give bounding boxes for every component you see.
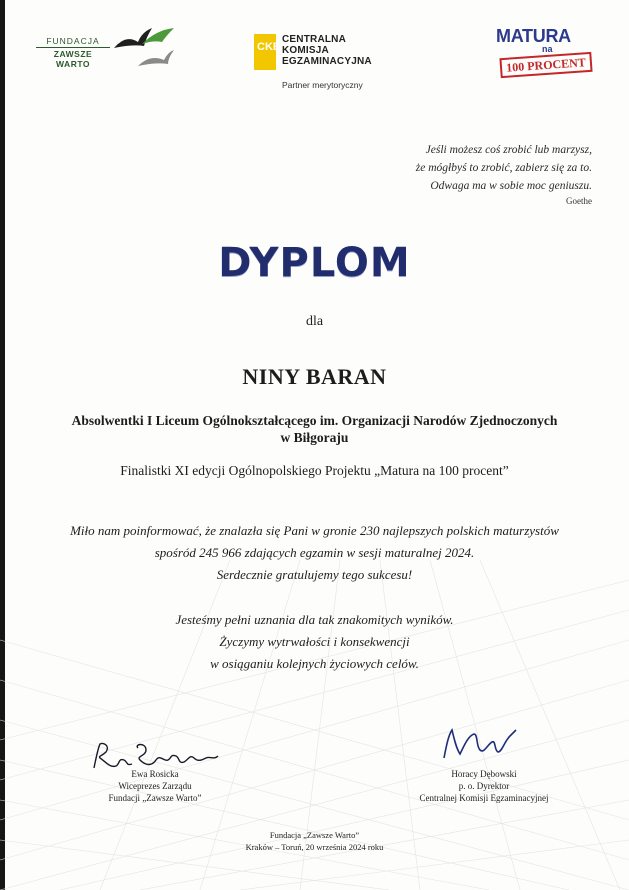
quote-line3: Odwaga ma w sobie moc geniuszu. (430, 180, 592, 192)
message-p2-line1: Jesteśmy pełni uznania dla tak znakomitych wyników. (175, 612, 454, 627)
message-p2-line3: w osiąganiu kolejnych życiowych celów. (210, 656, 419, 671)
matura-logo-na: na (542, 44, 553, 54)
signature-block-left (60, 740, 250, 810)
matura-logo-word: MATURA (496, 26, 571, 46)
matura-logo-stamp: 100 PROCENT (499, 52, 592, 78)
fundacja-logo-line2: ZAWSZE WARTO (36, 47, 110, 69)
quote-line2: że mógłbyś to zrobić, zabierz się za to. (415, 162, 592, 174)
recipient-school (30, 412, 599, 446)
footer-line1: Fundacja „Zawsze Warto” (269, 830, 360, 840)
signatory-right-name: Horacy Dębowski (451, 769, 517, 779)
signatory-right-org: Centralnej Komisji Egzaminacyjnej (419, 793, 549, 803)
signatory-left-org: Fundacji „Zawsze Warto” (108, 793, 202, 803)
cke-logo (254, 32, 404, 92)
footer-line2: Kraków – Toruń, 20 września 2024 roku (245, 842, 384, 852)
message-paragraph-2 (20, 609, 609, 675)
recipient-name: NINY BARAN (242, 364, 387, 389)
message-p1-line2: spośród 245 966 zdających egzamin w sesji maturalnej 2024. (154, 545, 475, 560)
goethe-quote (416, 141, 592, 195)
fundacja-zawsze-warto-logo (36, 22, 186, 80)
signature-right-caption (384, 768, 584, 804)
handwritten-signature-right (438, 724, 518, 764)
diploma-for-label: dla (305, 314, 324, 329)
cke-line1: CENTRALNA (282, 34, 347, 45)
diploma-title: DYPLOM (218, 240, 411, 286)
message-paragraph-1 (20, 520, 609, 586)
fundacja-logo-text (36, 36, 110, 69)
signatory-left-role: Wiceprezes Zarządu (118, 781, 192, 791)
message-p1-line1: Miło nam poinformować, że znalazła się Pani w gronie 230 najlepszych polskich maturzystów (70, 523, 559, 538)
footer (0, 829, 629, 853)
signature-block-right (384, 724, 584, 814)
signatory-right-role: p. o. Dyrektor (458, 781, 510, 791)
cke-logo-text (282, 34, 372, 67)
quote-author: Goethe (566, 196, 592, 206)
message-p1-line3: Serdecznie gratulujemy tego sukcesu! (216, 567, 413, 582)
quote-line1: Jeśli możesz coś zrobić lub marzysz, (425, 144, 592, 156)
cke-line3: EGZAMINACYJNA (282, 56, 372, 67)
signature-left-caption (60, 768, 250, 804)
cke-partner-label: Partner merytoryczny (282, 80, 363, 90)
finalist-line: Finalistki XI edycji Ogólnopolskiego Projektu „Matura na 100 procent” (120, 463, 509, 478)
swallow-birds-icon (112, 22, 186, 80)
school-line1: Absolwentki I Liceum Ogólnokształcącego im. Organizacji Narodów Zjednoczonych (71, 413, 558, 428)
cke-line2: KOMISJA (282, 45, 329, 56)
signatory-left-name: Ewa Rosicka (131, 769, 179, 779)
fundacja-logo-line1: FUNDACJA (46, 36, 100, 46)
school-line2: w Biłgoraju (280, 430, 349, 445)
message-p2-line2: Życzymy wytrwałości i konsekwencji (219, 634, 410, 649)
cke-mark-icon: CKE (254, 34, 276, 70)
matura-na-100-procent-logo (496, 26, 596, 86)
